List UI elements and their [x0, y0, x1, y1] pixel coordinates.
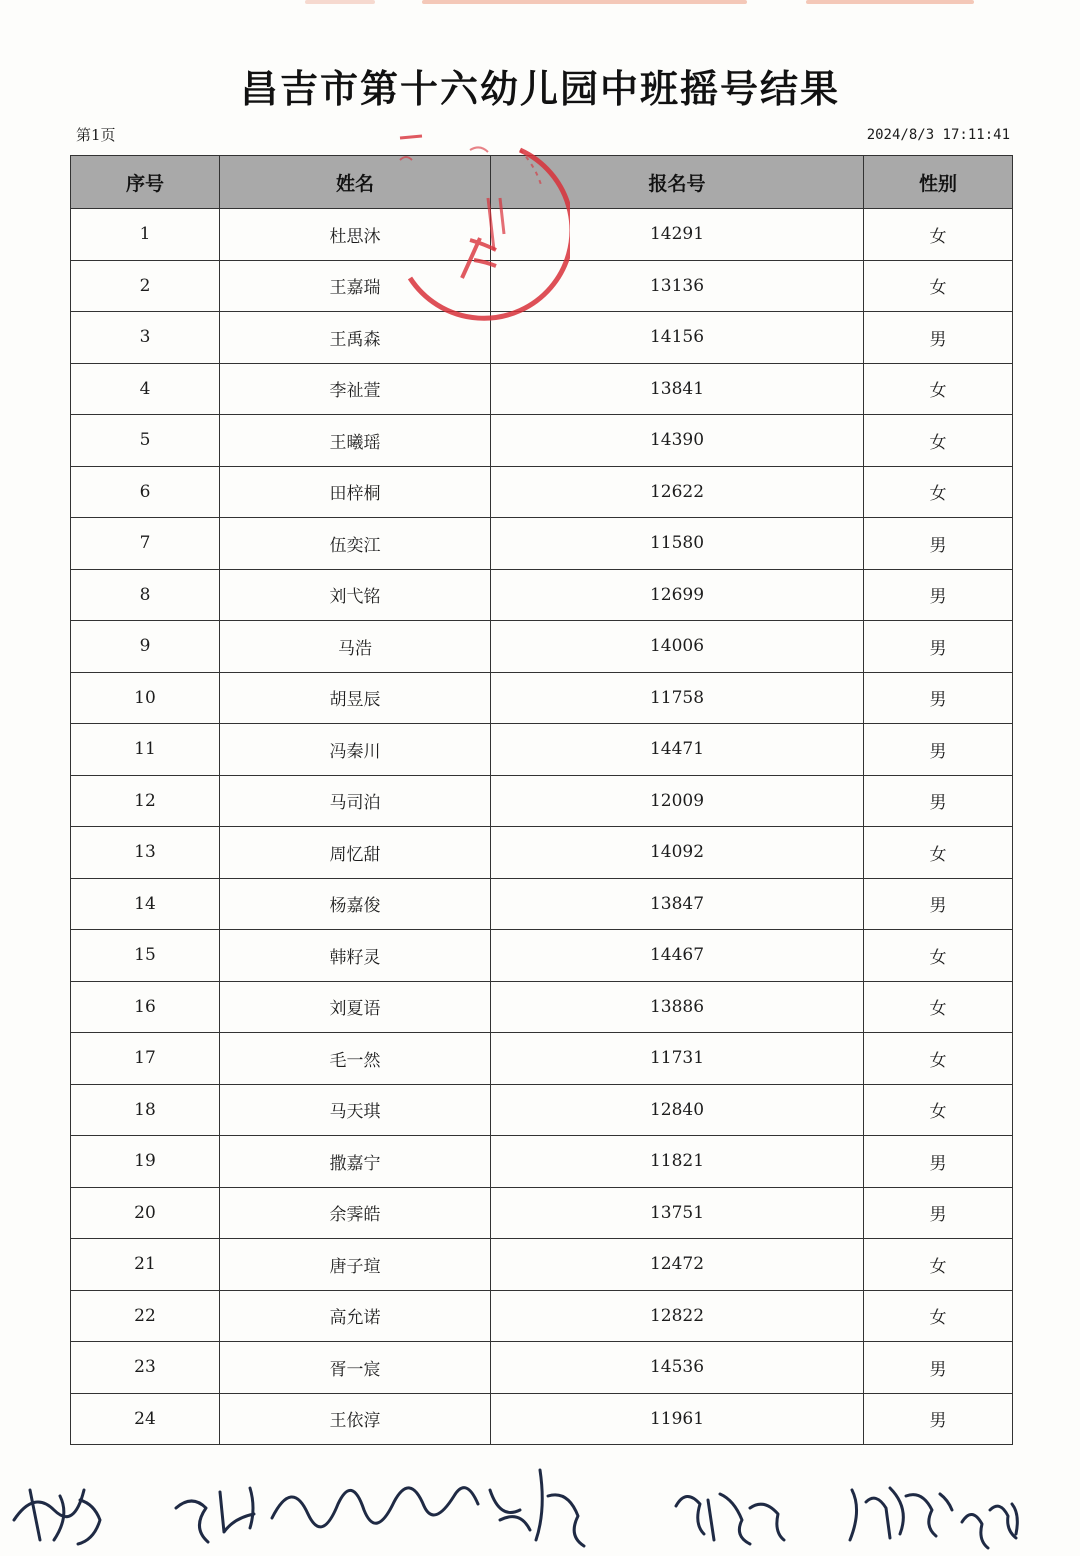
cell-registration-no: 12822	[491, 1290, 864, 1342]
cell-index: 1	[71, 209, 220, 261]
cell-registration-no: 14390	[491, 415, 864, 467]
table-row	[71, 878, 1013, 930]
header-index: 序号	[71, 156, 220, 209]
cell-gender: 女	[864, 1290, 1013, 1342]
cell-registration-no: 13751	[491, 1187, 864, 1239]
cell-registration-no: 11758	[491, 672, 864, 724]
cell-registration-no: 12622	[491, 466, 864, 518]
top-color-strip-3	[806, 0, 974, 4]
cell-registration-no: 14291	[491, 209, 864, 261]
table-row	[71, 775, 1013, 827]
cell-gender: 女	[864, 981, 1013, 1033]
cell-index: 24	[71, 1393, 220, 1445]
table-row	[71, 1342, 1013, 1394]
cell-name: 李祉萱	[220, 363, 491, 415]
cell-index: 4	[71, 363, 220, 415]
top-color-strip-1	[305, 0, 375, 4]
table-row	[71, 724, 1013, 776]
cell-index: 6	[71, 466, 220, 518]
cell-registration-no: 13847	[491, 878, 864, 930]
cell-name: 马浩	[220, 621, 491, 673]
cell-name: 胥一宸	[220, 1342, 491, 1394]
cell-gender: 女	[864, 1239, 1013, 1291]
cell-index: 11	[71, 724, 220, 776]
print-timestamp: 2024/8/3 17:11:41	[866, 127, 1010, 143]
table-row	[71, 1393, 1013, 1445]
table-row	[71, 209, 1013, 261]
top-color-strip-2	[422, 0, 747, 4]
cell-name: 刘夏语	[220, 981, 491, 1033]
cell-index: 13	[71, 827, 220, 879]
table-row	[71, 1187, 1013, 1239]
cell-name: 撒嘉宁	[220, 1136, 491, 1188]
cell-gender: 女	[864, 466, 1013, 518]
cell-registration-no: 11580	[491, 518, 864, 570]
cell-name: 毛一然	[220, 1033, 491, 1085]
table-row	[71, 1290, 1013, 1342]
cell-name: 王禹森	[220, 312, 491, 364]
cell-registration-no: 14092	[491, 827, 864, 879]
table-row	[71, 312, 1013, 364]
lottery-result-table	[70, 155, 1013, 1445]
cell-registration-no: 11821	[491, 1136, 864, 1188]
cell-name: 杨嘉俊	[220, 878, 491, 930]
cell-name: 余霁皓	[220, 1187, 491, 1239]
cell-name: 王嘉瑞	[220, 260, 491, 312]
cell-gender: 男	[864, 1187, 1013, 1239]
cell-name: 马天琪	[220, 1084, 491, 1136]
cell-name: 冯秦川	[220, 724, 491, 776]
cell-gender: 男	[864, 1342, 1013, 1394]
cell-name: 田梓桐	[220, 466, 491, 518]
cell-registration-no: 13841	[491, 363, 864, 415]
cell-registration-no: 12472	[491, 1239, 864, 1291]
handwritten-signatures-icon	[0, 1460, 1080, 1556]
cell-registration-no: 11961	[491, 1393, 864, 1445]
cell-name: 伍奕江	[220, 518, 491, 570]
table-row	[71, 518, 1013, 570]
table-row	[71, 930, 1013, 982]
cell-gender: 男	[864, 672, 1013, 724]
cell-name: 高允诺	[220, 1290, 491, 1342]
table-row	[71, 363, 1013, 415]
table-row	[71, 1239, 1013, 1291]
cell-gender: 男	[864, 518, 1013, 570]
cell-name: 杜思沐	[220, 209, 491, 261]
cell-gender: 女	[864, 1084, 1013, 1136]
cell-name: 韩籽灵	[220, 930, 491, 982]
cell-name: 王依淳	[220, 1393, 491, 1445]
cell-registration-no: 12840	[491, 1084, 864, 1136]
cell-index: 3	[71, 312, 220, 364]
cell-registration-no: 12699	[491, 569, 864, 621]
table-row	[71, 1033, 1013, 1085]
cell-index: 10	[71, 672, 220, 724]
cell-gender: 男	[864, 312, 1013, 364]
cell-name: 周忆甜	[220, 827, 491, 879]
cell-registration-no: 14471	[491, 724, 864, 776]
cell-index: 22	[71, 1290, 220, 1342]
table-row	[71, 260, 1013, 312]
cell-gender: 女	[864, 1033, 1013, 1085]
table-row	[71, 827, 1013, 879]
cell-name: 唐子瑄	[220, 1239, 491, 1291]
table-row	[71, 466, 1013, 518]
table-row	[71, 1084, 1013, 1136]
cell-index: 9	[71, 621, 220, 673]
cell-index: 14	[71, 878, 220, 930]
page-number: 第1页	[76, 126, 116, 144]
cell-gender: 男	[864, 775, 1013, 827]
cell-name: 刘弋铭	[220, 569, 491, 621]
cell-registration-no: 14156	[491, 312, 864, 364]
cell-index: 18	[71, 1084, 220, 1136]
cell-index: 23	[71, 1342, 220, 1394]
cell-gender: 男	[864, 569, 1013, 621]
table-row	[71, 621, 1013, 673]
cell-gender: 男	[864, 1136, 1013, 1188]
header-name: 姓名	[220, 156, 491, 209]
cell-registration-no: 12009	[491, 775, 864, 827]
cell-index: 2	[71, 260, 220, 312]
cell-index: 12	[71, 775, 220, 827]
cell-gender: 女	[864, 363, 1013, 415]
cell-gender: 女	[864, 260, 1013, 312]
cell-registration-no: 13886	[491, 981, 864, 1033]
table-row	[71, 672, 1013, 724]
header-gender: 性别	[864, 156, 1013, 209]
cell-gender: 女	[864, 415, 1013, 467]
cell-index: 5	[71, 415, 220, 467]
table-header-row	[71, 156, 1013, 209]
cell-registration-no: 14536	[491, 1342, 864, 1394]
cell-gender: 女	[864, 209, 1013, 261]
cell-index: 17	[71, 1033, 220, 1085]
header-registration-no: 报名号	[491, 156, 864, 209]
cell-registration-no: 13136	[491, 260, 864, 312]
cell-index: 7	[71, 518, 220, 570]
cell-gender: 男	[864, 621, 1013, 673]
cell-index: 16	[71, 981, 220, 1033]
cell-name: 王曦瑶	[220, 415, 491, 467]
cell-name: 胡昱辰	[220, 672, 491, 724]
cell-gender: 男	[864, 878, 1013, 930]
table-body	[71, 209, 1013, 1445]
cell-index: 8	[71, 569, 220, 621]
cell-registration-no: 14006	[491, 621, 864, 673]
cell-index: 19	[71, 1136, 220, 1188]
cell-gender: 男	[864, 1393, 1013, 1445]
table-row	[71, 415, 1013, 467]
table-row	[71, 569, 1013, 621]
table-row	[71, 1136, 1013, 1188]
cell-registration-no: 11731	[491, 1033, 864, 1085]
cell-registration-no: 14467	[491, 930, 864, 982]
document-title: 昌吉市第十六幼儿园中班摇号结果	[239, 67, 840, 111]
cell-index: 15	[71, 930, 220, 982]
cell-index: 20	[71, 1187, 220, 1239]
cell-gender: 女	[864, 827, 1013, 879]
cell-name: 马司泊	[220, 775, 491, 827]
cell-gender: 女	[864, 930, 1013, 982]
cell-gender: 男	[864, 724, 1013, 776]
table-row	[71, 981, 1013, 1033]
cell-index: 21	[71, 1239, 220, 1291]
